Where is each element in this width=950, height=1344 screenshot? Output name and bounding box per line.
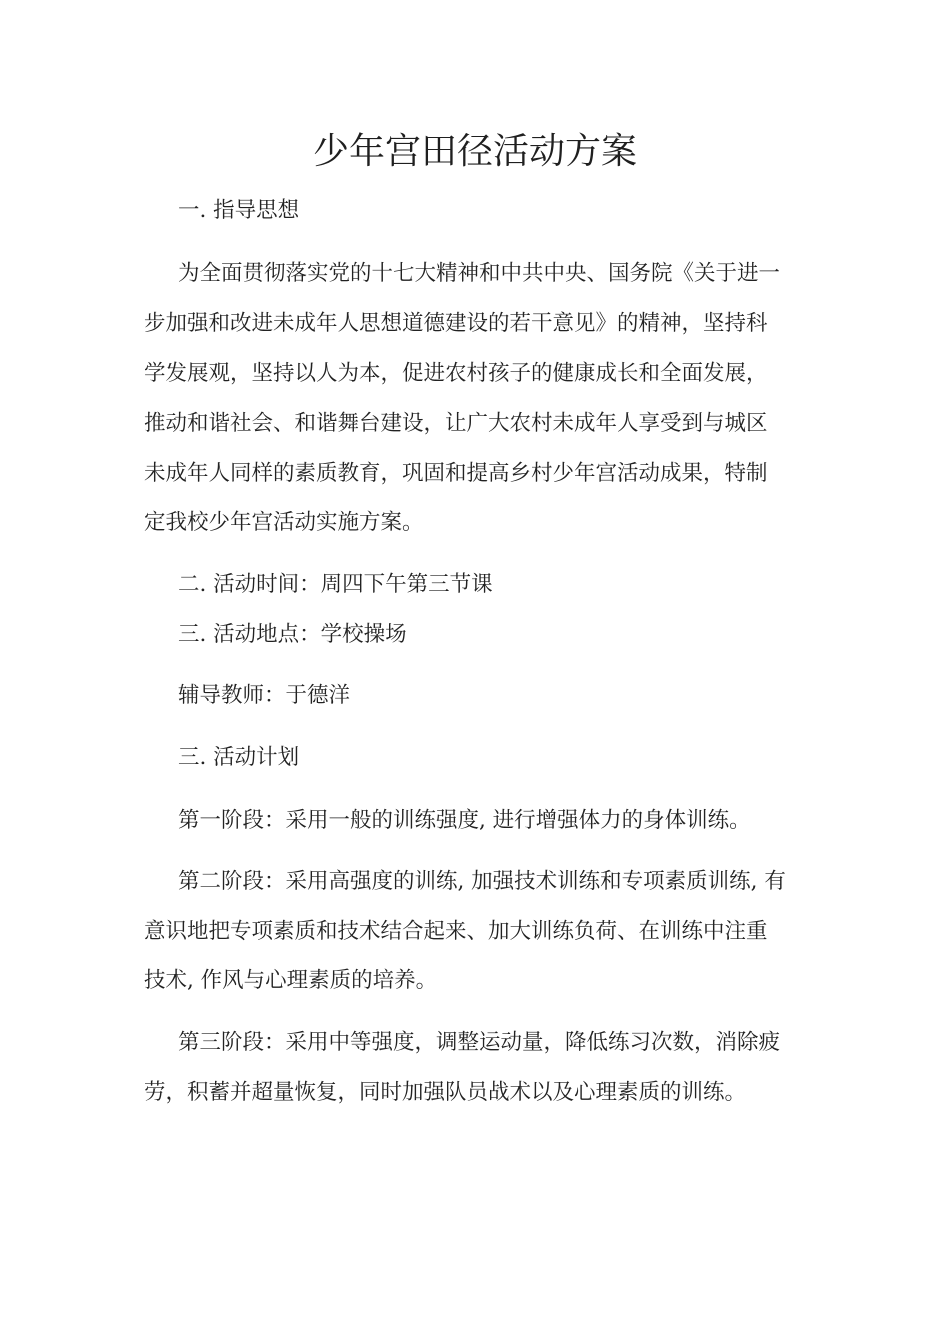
section-heading-activity-plan: 三. 活动计划: [178, 745, 300, 770]
paragraph-line: 步加强和改进未成年人思想道德建设的若干意见》的精神，坚持科: [144, 311, 768, 336]
stage-three-line: 第三阶段：采用中等强度，调整运动量，降低练习次数，消除疲: [178, 1030, 781, 1055]
paragraph-line: 学发展观，坚持以人为本，促进农村孩子的健康成长和全面发展，: [144, 361, 768, 386]
paragraph-line: 推动和谐社会、和谐舞台建设，让广大农村未成年人享受到与城区: [144, 411, 768, 436]
paragraph-line: 未成年人同样的素质教育，巩固和提高乡村少年宫活动成果，特制: [144, 461, 768, 486]
stage-two-line: 第二阶段：采用高强度的训练, 加强技术训练和专项素质训练, 有: [178, 869, 786, 894]
section-heading-guiding-ideology: 一. 指导思想: [178, 198, 300, 223]
stage-one: 第一阶段：采用一般的训练强度, 进行增强体力的身体训练。: [178, 808, 751, 833]
stage-three-line: 劳，积蓄并超量恢复，同时加强队员战术以及心理素质的训练。: [144, 1080, 747, 1105]
paragraph-line: 为全面贯彻落实党的十七大精神和中共中央、国务院《关于进一: [178, 261, 781, 286]
stage-two-line: 意识地把专项素质和技术结合起来、加大训练负荷、在训练中注重: [144, 919, 768, 944]
teacher-line: 辅导教师：于德洋: [178, 683, 351, 708]
stage-two-line: 技术, 作风与心理素质的培养。: [144, 968, 438, 993]
activity-time: 二. 活动时间：周四下午第三节课: [178, 572, 493, 597]
paragraph-line: 定我校少年宫活动实施方案。: [144, 510, 424, 535]
document-title: 少年宫田径活动方案: [312, 131, 637, 172]
activity-place: 三. 活动地点：学校操场: [178, 622, 407, 647]
